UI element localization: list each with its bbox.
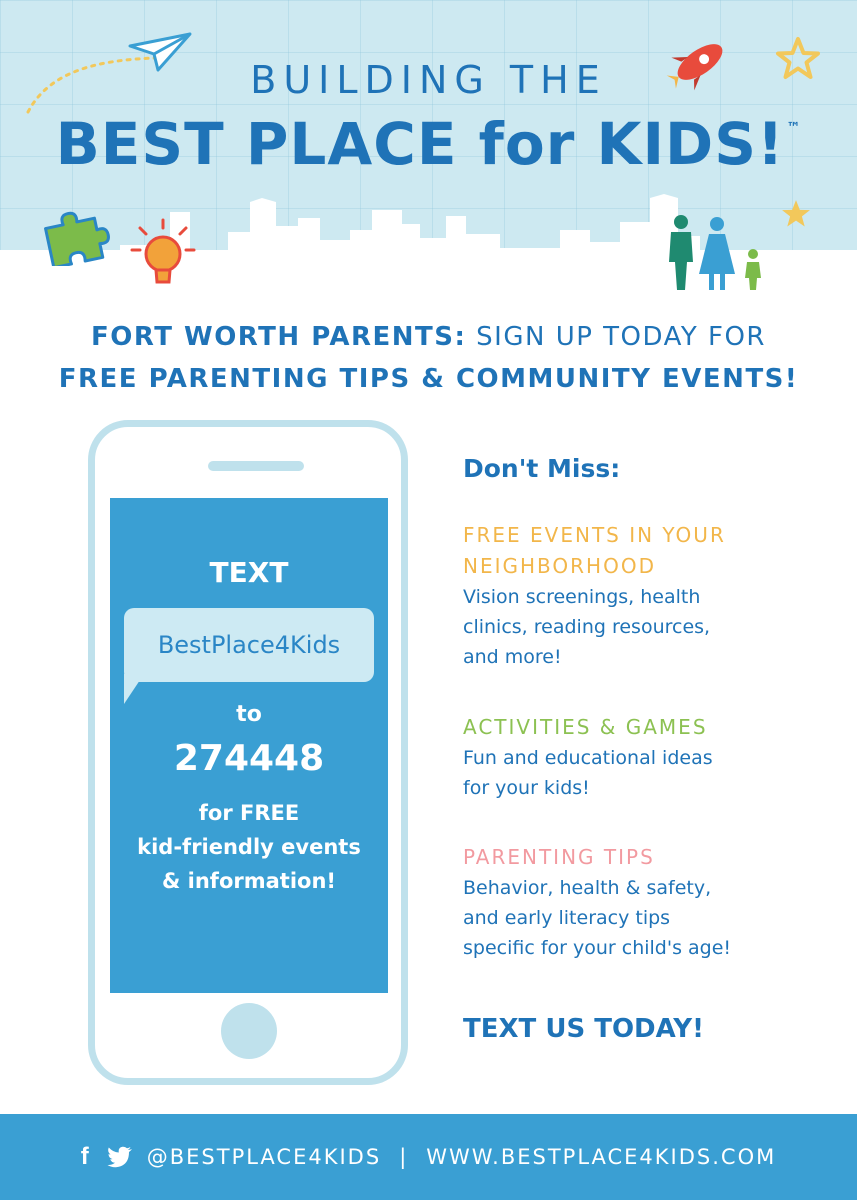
website-link[interactable]: WWW.BESTPLACE4KIDS.COM	[426, 1145, 777, 1169]
section-free-events-body1: Vision screenings, health	[463, 586, 701, 608]
section-parenting-tips-body2: and early literacy tips	[463, 907, 671, 929]
title-best-place-text: BEST PLACE for KIDS!	[55, 110, 785, 178]
twitter-icon[interactable]	[107, 1146, 133, 1168]
info-column	[463, 454, 833, 1044]
phone-home-button	[221, 1003, 277, 1059]
subtitle	[0, 316, 857, 400]
section-free-events-body2: clinics, reading resources,	[463, 616, 711, 638]
social-handle[interactable]: @BESTPLACE4KIDS	[146, 1145, 382, 1169]
section-parenting-tips-body3: specific for your child's age!	[463, 937, 732, 959]
light-bulb-icon	[128, 218, 198, 294]
title-best-place	[0, 110, 857, 178]
subtitle-emphasis: FORT WORTH PARENTS:	[91, 322, 467, 352]
family-icon	[655, 214, 775, 292]
puzzle-piece-icon	[40, 208, 116, 266]
section-free-events-title1: FREE EVENTS IN YOUR	[463, 523, 726, 547]
to-label: to	[236, 702, 262, 727]
screen-line1: for FREE	[198, 801, 300, 825]
footer-bar	[0, 1114, 857, 1200]
header-banner	[0, 0, 857, 300]
phone-screen	[110, 498, 388, 993]
section-activities-title: ACTIVITIES & GAMES	[463, 715, 708, 739]
section-free-events-body3: and more!	[463, 646, 562, 668]
text-us-today-cta: TEXT US TODAY!	[463, 1014, 704, 1044]
section-parenting-tips-title: PARENTING TIPS	[463, 845, 655, 869]
trademark-symbol: ™	[786, 120, 802, 136]
section-activities-body2: for your kids!	[463, 777, 590, 799]
title-building-the: BUILDING THE	[250, 58, 607, 102]
section-free-events-title2: NEIGHBORHOOD	[463, 554, 656, 578]
subtitle-line1-rest: SIGN UP TODAY FOR	[466, 322, 766, 352]
section-activities	[463, 712, 713, 803]
keyword-bubble: BestPlace4Kids	[124, 608, 374, 682]
text-label: TEXT	[209, 556, 289, 589]
section-parenting-tips	[463, 842, 731, 963]
section-activities-body1: Fun and educational ideas	[463, 747, 713, 769]
section-free-events	[463, 520, 726, 672]
footer-separator: |	[399, 1145, 409, 1169]
short-code-number: 274448	[173, 738, 325, 779]
screen-description	[110, 796, 388, 898]
section-parenting-tips-body1: Behavior, health & safety,	[463, 877, 712, 899]
facebook-icon[interactable]: f	[80, 1143, 91, 1170]
subtitle-line1	[0, 316, 857, 358]
subtitle-line2: FREE PARENTING TIPS & COMMUNITY EVENTS!	[58, 364, 799, 394]
screen-line3: & information!	[162, 869, 336, 893]
bubble-tail	[124, 674, 144, 704]
screen-line2: kid-friendly events	[137, 835, 361, 859]
phone-speaker	[208, 461, 304, 471]
dont-miss-heading: Don't Miss:	[463, 454, 621, 483]
